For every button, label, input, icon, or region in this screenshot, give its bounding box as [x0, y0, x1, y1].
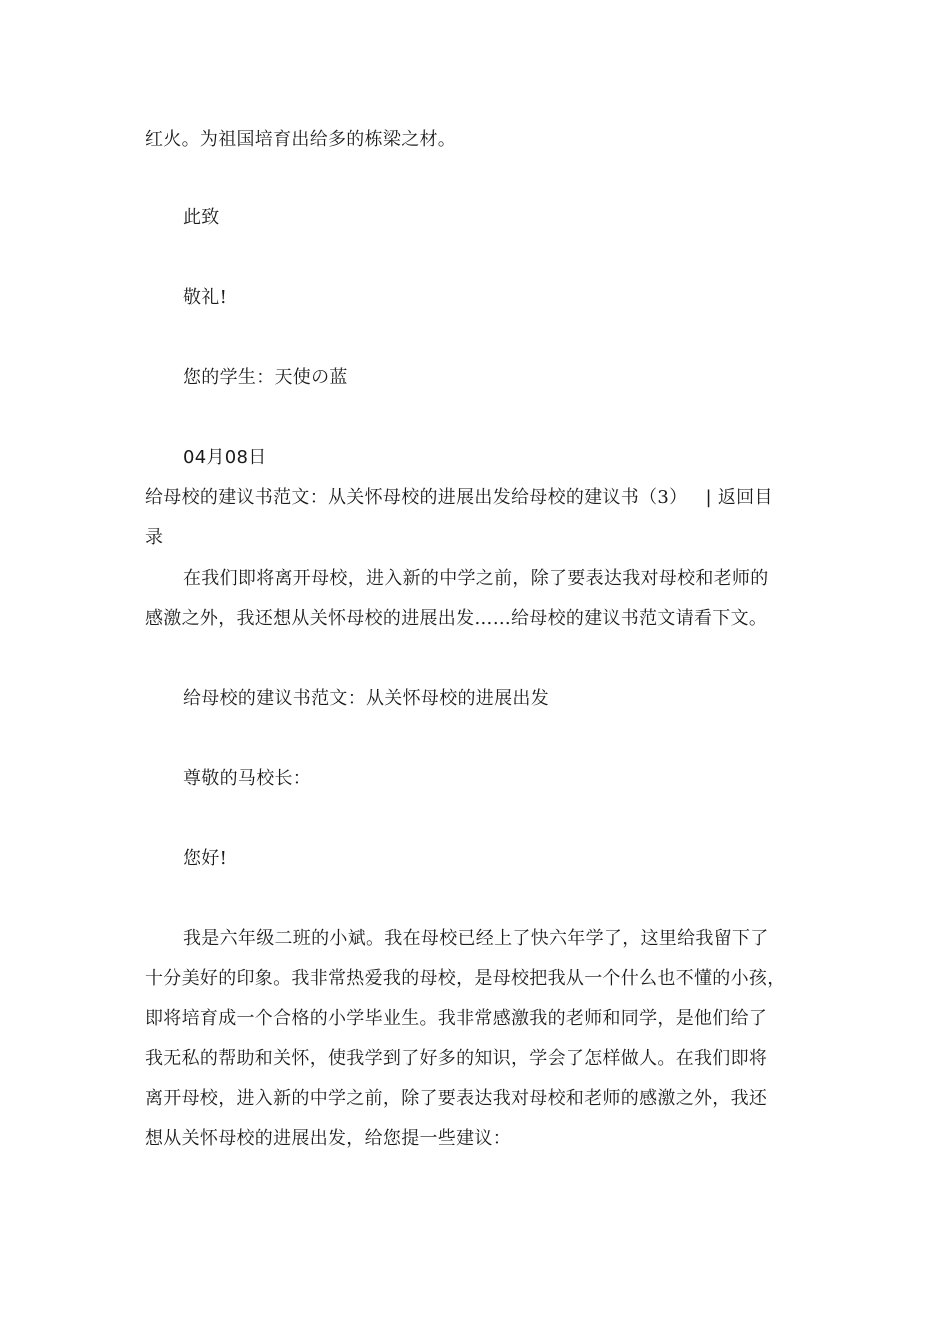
back-to-toc-link-continued[interactable]: 录	[145, 527, 164, 548]
closing-line: 此致	[183, 207, 220, 228]
greeting: 您好!	[183, 848, 228, 869]
body-line: 我无私的帮助和关怀，使我学到了好多的知识，学会了怎样做人。在我们即将	[145, 1048, 768, 1069]
body-line: 我是六年级二班的小斌。我在母校已经上了快六年学了，这里给我留下了	[183, 928, 769, 949]
signature: 您的学生：天使の蓝	[183, 367, 348, 388]
body-line: 十分美好的印象。我非常热爱我的母校，是母校把我从一个什么也不懂的小孩，	[145, 968, 786, 989]
intro-line: 在我们即将离开母校，进入新的中学之前，除了要表达我对母校和老师的	[183, 568, 769, 589]
section-title	[145, 485, 773, 511]
paragraph-line: 红火。为祖国培育出给多的栋梁之材。	[145, 129, 457, 150]
back-to-toc-link[interactable]: | 返回目	[705, 487, 773, 508]
date: 04月08日	[183, 447, 267, 468]
salutation: 尊敬的马校长：	[183, 768, 312, 789]
body-line: 离开母校，进入新的中学之前，除了要表达我对母校和老师的感激之外，我还	[145, 1088, 768, 1109]
section-title-text: 给母校的建议书范文：从关怀母校的进展出发给母校的建议书（3）	[145, 487, 688, 508]
closing-salute: 敬礼!	[183, 287, 228, 308]
subtitle: 给母校的建议书范文：从关怀母校的进展出发	[183, 688, 549, 709]
body-line: 即将培育成一个合格的小学毕业生。我非常感激我的老师和同学，是他们给了	[145, 1008, 768, 1029]
intro-line: 感激之外，我还想从关怀母校的进展出发……给母校的建议书范文请看下文。	[145, 608, 768, 629]
body-line: 想从关怀母校的进展出发，给您提一些建议：	[145, 1128, 511, 1149]
